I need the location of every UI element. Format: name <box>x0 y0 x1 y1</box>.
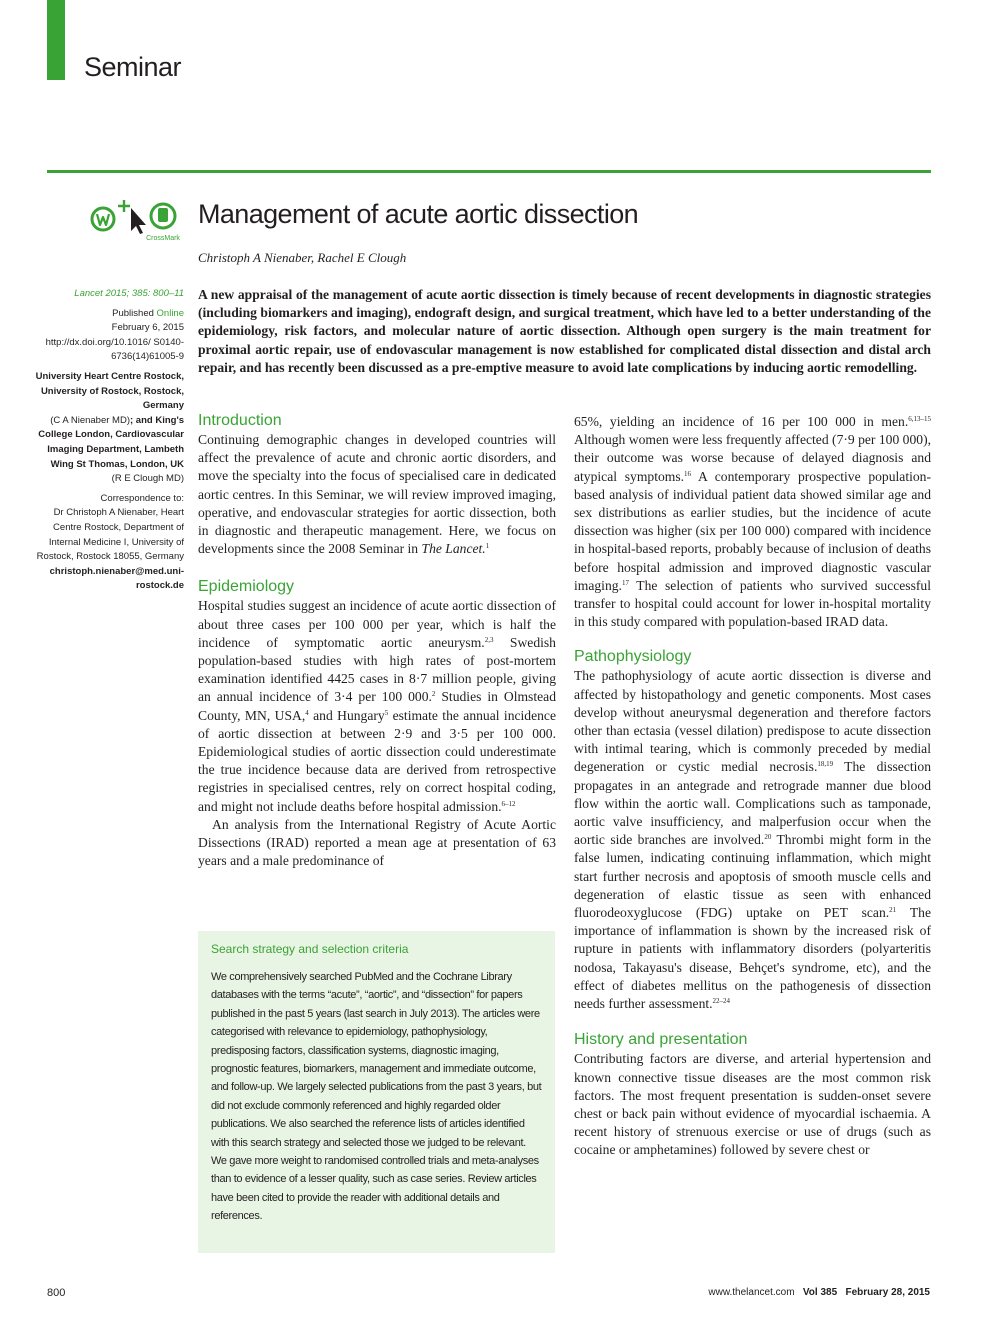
footer-volume: Vol 385 <box>802 1287 838 1298</box>
abstract: A new appraisal of the management of acute aortic dissection is timely because of recent developments in diagnostic strategies (including biomarkers and imaging), endograft design, and surgical treatment, which have led to a better understanding of the epidemiology, risk factors, and molecular nature of aortic dissection. Although open surgery is the main treatment for proximal aortic repair, use of endovascular management is now established for complicated distal dissection and distal arch repair, and has recently been discussed as a pre-emptive measure to avoid late complications by inducing aortic remodelling. <box>198 287 931 375</box>
ref-link[interactable]: 18,19 <box>817 760 834 769</box>
pathophysiology-text: Thrombi might form in the false lumen, indicating continuing inflammation, which might start further necrosis and apoptosis of smooth muscle cells and degeneration of elastic tissue as seen with enhanced fluorodeoxyglucose (FDG) uptake on PET scan. <box>574 832 931 921</box>
epidemiology-text: Although women were less frequently affected (7·9 per 100 000), their outcome was worse because of delayed diagnosis and atypical symptoms. <box>574 432 931 484</box>
heading-history: History and presentation <box>574 1031 748 1049</box>
epidemiology-text: A contemporary prospective population-based analysis of individual patient data showed similar age and sex distributions as earlier studies, but the incidence of acute dissection was higher (six per 100 000) compared with incidence in hospital-based reports, probably because of inclusion of deaths before hospital admission and improved diagnostic vascular imaging. <box>574 468 931 593</box>
epidemiology-text: Swedish population-based studies with high rates of post-mortem examination identified 4425 cases in 8·7 million people, giving an annual incidence of 3·4 per 100 000. <box>198 634 556 705</box>
affiliation-1-note: (C A Nienaber MD) <box>50 414 130 426</box>
ref-link[interactable]: 2 <box>431 690 436 699</box>
heading-introduction: Introduction <box>198 412 282 429</box>
section-color-bar <box>47 0 65 80</box>
search-strategy-box <box>198 931 555 1253</box>
citation[interactable]: Lancet 2015; 385: 800–11 <box>74 288 184 299</box>
column-1 <box>198 411 556 870</box>
epidemiology-paragraph-2: An analysis from the International Registry of Acute Aortic Dissections (IRAD) reported a mean age at presentation of 63 years and a male predominance of <box>198 816 556 869</box>
search-strategy-text: We comprehensively searched PubMed and the Cochrane Library databases with the terms “acute”, “aortic”, and “dissection” for papers published in the past 5 years (last search in July 2013). The articles were categorised with relevance to epidemiology, pathophysiology, predisposing factors, classification systems, diagnostic imaging, prognostic features, biomarkers, management and immediate outcome, and follow-up. We largely selected publications from the past 3 years, but did not exclude commonly referenced and highly regarded older publications. We also searched the reference lists of articles identified with this search strategy and selected those we judged to be relevant. We gave more weight to randomised controlled trials and meta-analyses than to evidence of a lesser quality, such as case series. Review articles have been cited to provide the reader with additional details and references. <box>211 971 542 1223</box>
sidebar <box>30 287 184 599</box>
correspondence-email[interactable]: christoph.nienaber@med.uni-rostock.de <box>49 565 184 592</box>
pathophysiology-text: The dissection propagates in an antegrade and retrograde manner due blood flow within the aortic wall. Complications such as tamponade, aortic valve insufficiency, and malperfusion occur when the aortic side branches are involved. <box>574 759 931 848</box>
heading-epidemiology: Epidemiology <box>198 578 295 596</box>
search-strategy-heading: Search strategy and selection criteria <box>211 942 409 956</box>
article-authors: Christoph A Nienaber, Rachel E Clough <box>198 250 407 265</box>
epidemiology-paragraph <box>198 597 556 815</box>
introduction-paragraph <box>198 431 556 558</box>
ref-link[interactable]: 16 <box>684 469 692 478</box>
epidemiology-text: Hospital studies suggest an incidence of acute aortic dissection of about three cases per 100 000 per year, which is half the incidence of symptomatic aortic aneurysm. <box>198 598 556 650</box>
article-title: Management of acute aortic dissection <box>198 199 639 229</box>
pathophysiology-paragraph <box>574 667 931 1013</box>
journal-name: The Lancet. <box>421 541 486 557</box>
header-rule <box>47 170 931 173</box>
pathophysiology-text: The pathophysiology of acute aortic dissection is diverse and affected by histopathology and genetic components. Most cases develop without aneurysmal degeneration and therefore factors other than ectasia (vessel dilation) predispose to acute dissection with intimal tearing, which is commonly preceded by medial degeneration or cystic medial necrosis. <box>574 668 931 775</box>
affiliation-2-note: (R E Clough MD) <box>111 473 184 485</box>
column-2 <box>574 413 931 1160</box>
section-label: Seminar <box>84 52 182 82</box>
epidemiology-text: estimate the annual incidence of aortic dissection at between 2·9 and 3·5 per 100 000. Epidemiological studies of aortic dissection could underestimate the true incidence because data are derived from retrospective registries in specialised centres, rely on correct hospital coding, and might not include deaths before hospital admission. <box>198 707 556 814</box>
footer <box>708 1287 930 1298</box>
published-label: Published <box>112 307 154 319</box>
epidemiology-text: The selection of patients who survived successful transfer to hospital could account for lower in-hospital mortality in this study compared with population-based IRAD data. <box>574 577 931 630</box>
epidemiology-text: Studies in Olmstead County, MN, USA, <box>198 689 556 723</box>
ref-link[interactable]: 20 <box>764 833 772 842</box>
epidemiology-text: and Hungary <box>308 707 385 723</box>
ref-link[interactable]: 5 <box>384 708 389 717</box>
ref-link[interactable]: 22–24 <box>712 997 731 1006</box>
ref-link[interactable]: 17 <box>621 578 629 587</box>
footer-date: February 28, 2015 <box>845 1287 930 1298</box>
article-icons <box>90 198 185 244</box>
ref-link[interactable]: 4 <box>305 708 309 717</box>
affiliation-2: King's College London, Cardiovascular Imaging Department, Lambeth Wing St Thomas, London, UK <box>38 414 184 470</box>
open-access-icon[interactable] <box>90 198 185 244</box>
epidemiology-continued <box>574 413 931 631</box>
crossmark-label: CrossMark <box>146 235 180 242</box>
correspondence-label: Correspondence to: <box>100 492 184 504</box>
history-paragraph: Contributing factors are diverse, and arterial hypertension and known connective tissue diseases are the most common risk factors. The most frequent presentation is sudden-onset severe chest or back pain without evidence of myocardial ischaemia. A recent history of strenuous exercise or use of drugs (such as cocaine or amphetamines) followed by severe chest or <box>574 1051 931 1158</box>
pathophysiology-text: The importance of inflammation is shown by the increased risk of rupture in patients with inflammatory disorders (polyarteritis nodosa, Takayasu's disease, Behçet's syndrome, etc), and the effect of diabetes mellitus on the pathogenesis of dissection needs further assessment. <box>574 905 931 1012</box>
affiliation-1: University Heart Centre Rostock, University of Rostock, Rostock, Germany <box>35 370 184 412</box>
ref-link[interactable]: 6–12 <box>501 799 516 808</box>
heading-pathophysiology: Pathophysiology <box>574 648 692 666</box>
ref-link[interactable]: 2,3 <box>484 635 494 644</box>
ref-link[interactable]: 21 <box>889 906 897 915</box>
ref-link[interactable]: 1 <box>485 542 490 551</box>
introduction-text: Continuing demographic changes in developed countries will affect the prevalence of acute and chronic aortic disorders, and move the specialty into the focus of specialised care in dedicated aortic centres. In this Seminar, we will review improved imaging, operative, and endovascular strategies for aortic dissection, both in diagnostic and therapeutic management. Here, we focus on developments since the 2008 Seminar in <box>198 432 556 557</box>
published-online-link[interactable]: Online <box>156 307 184 319</box>
footer-website[interactable]: www.thelancet.com <box>708 1287 795 1298</box>
epidemiology-text: 65%, yielding an incidence of 16 per 100 000 in men. <box>574 414 909 429</box>
affiliation-connector: ; and <box>130 414 153 426</box>
ref-link[interactable]: 6,13–15 <box>908 415 931 423</box>
correspondence-address: Dr Christoph A Nienaber, Heart Centre Rostock, Department of Internal Medicine I, University of Rostock, Rostock 18055, Germany <box>36 507 184 563</box>
published-date: February 6, 2015 <box>111 322 184 334</box>
doi-link[interactable]: http://dx.doi.org/10.1016/ S0140-6736(14)61005-9 <box>45 336 184 363</box>
page-number: 800 <box>47 1287 66 1299</box>
